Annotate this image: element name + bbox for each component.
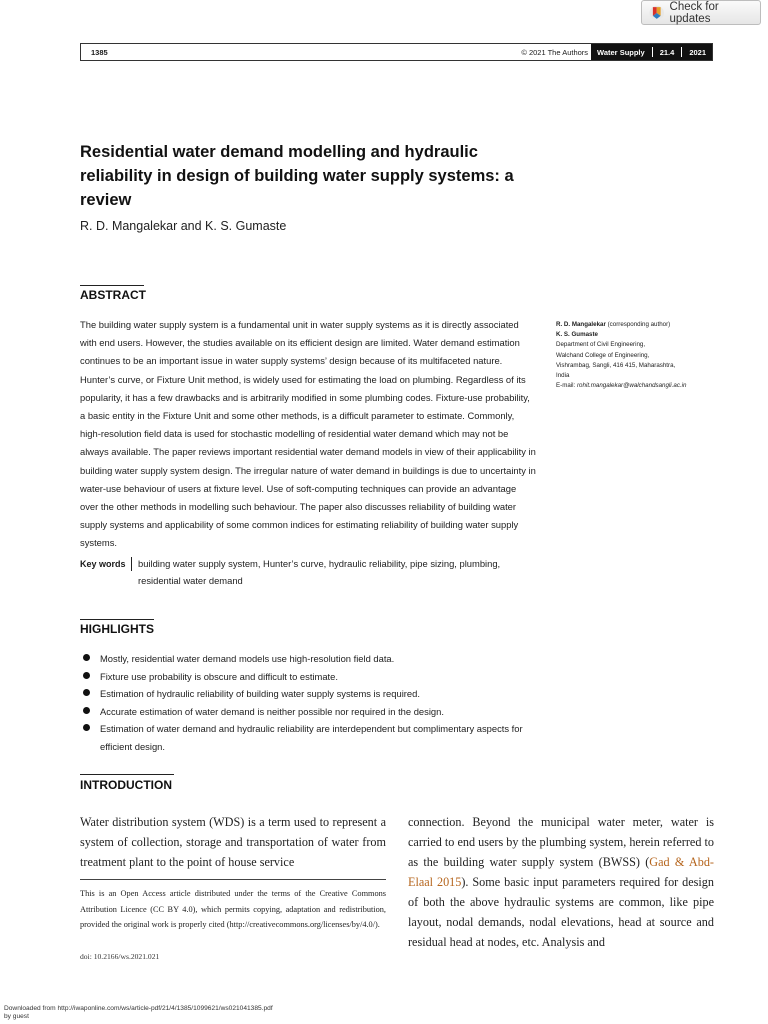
license-footnote: This is an Open Access article distributed under the terms of the Creative Commons Attribution Licence (CC BY 4.0), which permits copying, adaptation and redistribution, provided the original work is properly cited (http://creativecommons.org/licenses/by/4.0/). (80, 889, 386, 929)
keywords-list: building water supply system, Hunter’s curve, hydraulic reliability, pipe sizing, plumbing, residential water demand (138, 558, 501, 586)
highlights-list (80, 650, 540, 756)
doi-text: doi: 10.2166/ws.2021.021 (80, 952, 160, 961)
citation-link[interactable]: Gad & Abd-Elaal 2015 (408, 855, 714, 889)
abstract-rule (80, 285, 144, 286)
affil-line: Department of Civil Engineering, (556, 341, 646, 349)
bullet-icon (83, 724, 90, 731)
intro-column-left: Water distribution system (WDS) is a term used to represent a system of collection, storage and transportation of water from treatment plant to the point of house service (80, 815, 386, 869)
bullet-icon (83, 654, 90, 661)
affil-line: Walchand College of Engineering, (556, 351, 650, 359)
highlight-text: Estimation of hydraulic reliability of building water supply systems is required. (100, 688, 420, 700)
affil-corresponding: (corresponding author) (607, 321, 671, 328)
list-item (80, 668, 540, 686)
list-item (80, 685, 540, 703)
email-link[interactable]: rohit.mangalekar@walchandsangli.ac.in (577, 382, 687, 390)
affil-author1: R. D. Mangalekar (556, 321, 606, 328)
abstract-body: The building water supply system is a fundamental unit in water supply systems as it is directly associated with end users. However, the studies available on its efficient design are limited. Water demand estimation continues to be an important issue in water supply systems’ design because of its multifaceted nature. Hunter’s curve, or Fixture Unit method, is widely used for estimating the load on plumbing. Regardless of its popularity, it has a few drawbacks and is arbitrarily modified in some plumbing codes. Fixture-use probability, a basic entity in the Fixture Unit and some other methods, is a difficult parameter to estimate. Commonly, high-resolution field data is used for stochastic modelling of residential water demand which may not be always available. The paper reviews important residential water demand models in view of their applicability in building water supply system design. The irregular nature of water demand in buildings is due to uncertainty in water-use behaviour of users at fixture level. Use of soft-computing techniques can provide an advantage over the other methods in modelling such behaviour. The paper also discusses reliability of building water supply systems and applicability of some common indices for estimating reliability of building water supply systems. (80, 319, 536, 549)
affil-line: India (556, 372, 570, 380)
keywords-label: Key words (80, 559, 126, 569)
running-header (80, 43, 713, 61)
highlights-rule (80, 619, 154, 620)
check-for-updates-label: Check for updates (669, 0, 719, 25)
intro-text: connection. Beyond the municipal water meter, water is carried to end users by the plumbing system, herein referred to as the building water supply system (BWSS) ( (408, 815, 714, 869)
keywords-divider (131, 557, 132, 571)
journal-badge (591, 44, 712, 60)
footnote-rule (80, 879, 386, 880)
check-for-updates-button[interactable] (641, 0, 761, 25)
intro-column-right (408, 812, 714, 952)
affil-author2: K. S. Gumaste (556, 331, 598, 339)
abstract-heading: ABSTRACT (80, 288, 146, 302)
highlight-text: Mostly, residential water demand models use high-resolution field data. (100, 653, 395, 664)
email-label: E-mail: (556, 382, 576, 390)
author-affiliation (556, 320, 736, 391)
journal-year: 2021 (689, 47, 706, 57)
highlight-text: Accurate estimation of water demand is neither possible nor required in the design. (100, 705, 444, 717)
bullet-icon (83, 689, 90, 696)
highlight-text: Fixture use probability is obscure and difficult to estimate. (100, 670, 338, 682)
journal-name: Water Supply (597, 47, 645, 57)
download-stamp (4, 1005, 273, 1021)
author-list: R. D. Mangalekar and K. S. Gumaste (80, 219, 287, 233)
download-url: Downloaded from http://iwaponline.com/ws/article-pdf/21/4/1385/1099621/ws021041385.pdf (4, 1005, 273, 1012)
highlight-text: Estimation of water demand and hydraulic reliability are interdependent but complimentary aspects for efficient design. (100, 723, 523, 752)
page-number: 1385 (91, 47, 108, 57)
intro-text: ). Some basic input parameters required for design of both the above hydraulic systems are common, like pipe layout, nodal demands, nodal elevations, head at source and residual head at nodes, etc. Analysis and (408, 875, 714, 949)
list-item (80, 703, 540, 721)
highlights-heading: HIGHLIGHTS (80, 622, 154, 636)
download-user: by guest (4, 1013, 29, 1020)
article-title: Residential water demand modelling and hydraulic reliability in design of building water supply systems: a review (80, 143, 514, 209)
bullet-icon (83, 707, 90, 714)
bullet-icon (83, 672, 90, 679)
list-item (80, 650, 540, 668)
introduction-heading: INTRODUCTION (80, 778, 172, 792)
introduction-rule (80, 774, 174, 775)
journal-volume: 21.4 (659, 47, 675, 57)
copyright-text: © 2021 The Authors (521, 47, 589, 57)
list-item (80, 720, 540, 755)
crossmark-icon (649, 5, 665, 21)
affil-line: Vishrambag, Sangli, 416 415, Maharashtra, (556, 361, 676, 369)
